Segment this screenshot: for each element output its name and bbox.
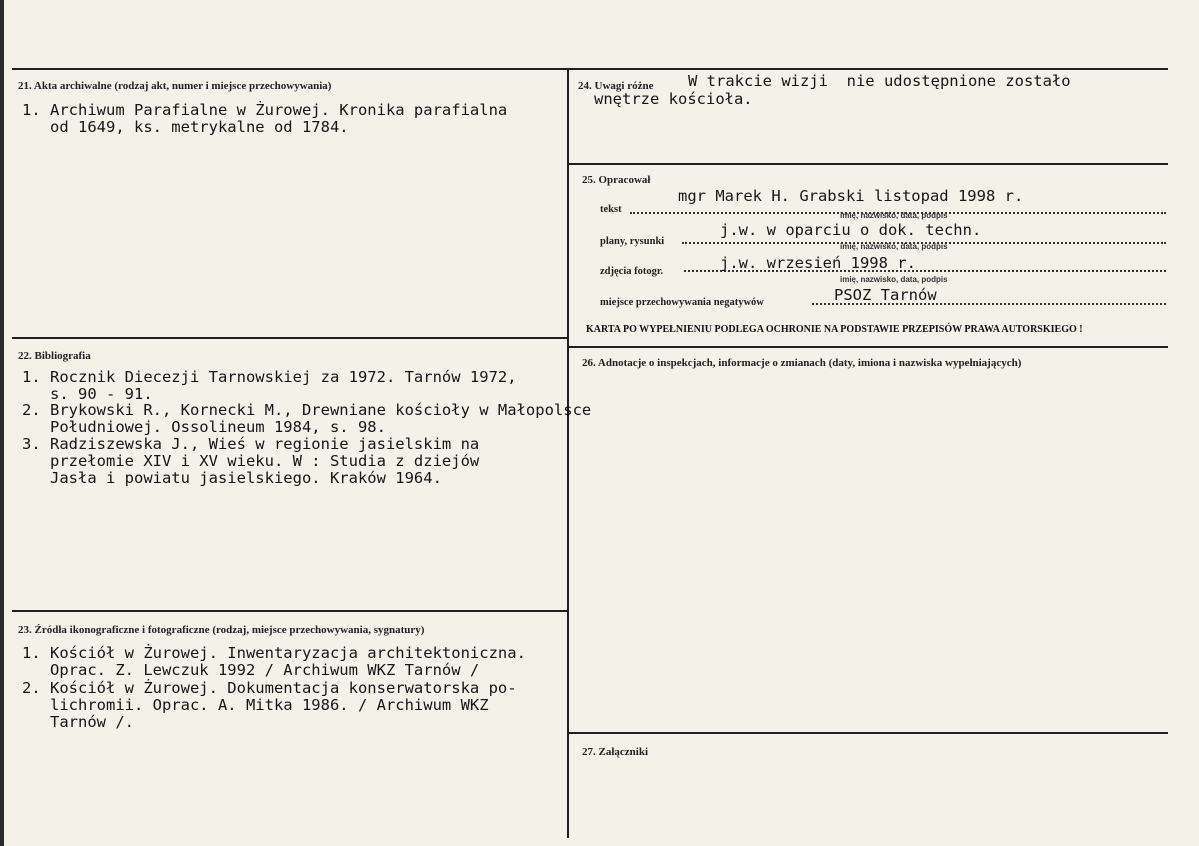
section-23-label xyxy=(18,624,424,636)
section-23-title: 23. Źródła ikonograficzne i fotograficzne xyxy=(18,624,210,636)
copyright-notice: KARTA PO WYPEŁNIENIU PODLEGA OCHRONIE NA PODSTAWIE PRZEPISÓW PRAWA AUTORSKIEGO ! xyxy=(586,324,1083,335)
plany-value: j.w. w oparciu o dok. techn. xyxy=(720,221,982,239)
section-25-label: 25. Opracował xyxy=(582,174,651,186)
top-rule xyxy=(12,68,1168,70)
rule-26-27 xyxy=(569,732,1168,734)
tekst-label: tekst xyxy=(600,204,622,215)
remarks-line-2: wnętrze kościoła. xyxy=(594,90,753,108)
bibliography-line-7: Jasła i powiatu jasielskiego. Kraków 1964. xyxy=(22,469,442,487)
tekst-value: mgr Marek H. Grabski listopad 1998 r. xyxy=(678,187,1024,205)
center-divider xyxy=(567,68,569,838)
section-21-line-2: od 1649, ks. metrykalne od 1784. xyxy=(22,118,349,136)
section-26-title: 26. Adnotacje o inspekcjach, informacje o zmianach xyxy=(582,357,826,369)
bibliography-line-4: Południowej. Ossolineum 1984, s. 98. xyxy=(22,418,386,436)
rule-22-23 xyxy=(12,610,567,612)
bibliography-line-3: 2. Brykowski R., Kornecki M., Drewniane kościoły w Małopolsce xyxy=(22,401,592,419)
remarks-line-1: W trakcie wizji nie udostępnione zostało xyxy=(688,72,1071,90)
sources-line-1: 1. Kościół w Żurowej. Inwentaryzacja architektoniczna. xyxy=(22,644,526,662)
section-26-label xyxy=(582,357,1021,369)
negatywy-value: PSOZ Tarnów xyxy=(834,286,937,304)
section-21-sublabel: (rodzaj akt, numer i miejsce przechowywania) xyxy=(114,80,332,92)
zdjecia-caption: imię, nazwisko, data, podpis xyxy=(840,275,948,284)
section-21-title: 21. Akta archiwalne xyxy=(18,80,112,92)
section-24-label: 24. Uwagi różne xyxy=(578,80,654,92)
plany-label: plany, rysunki xyxy=(600,236,665,247)
section-21-label xyxy=(18,80,331,92)
bibliography-line-2: s. 90 - 91. xyxy=(22,385,153,403)
sources-line-3: 2. Kościół w Żurowej. Dokumentacja konserwatorska po- xyxy=(22,679,517,697)
sources-line-2: Oprac. Z. Lewczuk 1992 / Archiwum WKZ Tarnów / xyxy=(22,661,480,679)
section-26-sublabel: (daty, imiona i nazwiska wypełniających) xyxy=(828,357,1022,369)
bibliography-line-5: 3. Radziszewska J., Wieś w regionie jasielskim na xyxy=(22,435,480,453)
bibliography-line-6: przełomie XIV i XV wieku. W : Studia z dziejów xyxy=(22,452,480,470)
rule-25-26 xyxy=(569,346,1168,348)
tekst-caption: imię, nazwisko, data, podpis xyxy=(840,211,948,220)
section-22-label: 22. Bibliografia xyxy=(18,350,91,362)
rule-21-22 xyxy=(12,337,567,339)
zdjecia-value: j.w. wrzesień 1998 r. xyxy=(720,254,916,272)
bibliography-line-1: 1. Rocznik Diecezji Tarnowskiej za 1972. Tarnów 1972, xyxy=(22,368,517,386)
sources-line-5: Tarnów /. xyxy=(22,713,134,731)
section-27-label: 27. Załączniki xyxy=(582,746,649,758)
negatywy-label: miejsce przechowywania negatywów xyxy=(600,297,764,308)
rule-24-25 xyxy=(569,163,1168,165)
zdjecia-label: zdjęcia fotogr. xyxy=(600,266,664,277)
section-23-sublabel: (rodzaj, miejsce przechowywania, sygnatury) xyxy=(212,624,425,636)
plany-caption: imię, nazwisko, data, podpis xyxy=(840,242,948,251)
sources-line-4: lichromii. Oprac. A. Mitka 1986. / Archiwum WKZ xyxy=(22,696,489,714)
section-21-line-1: 1. Archiwum Parafialne w Żurowej. Kronika parafialna xyxy=(22,101,508,119)
